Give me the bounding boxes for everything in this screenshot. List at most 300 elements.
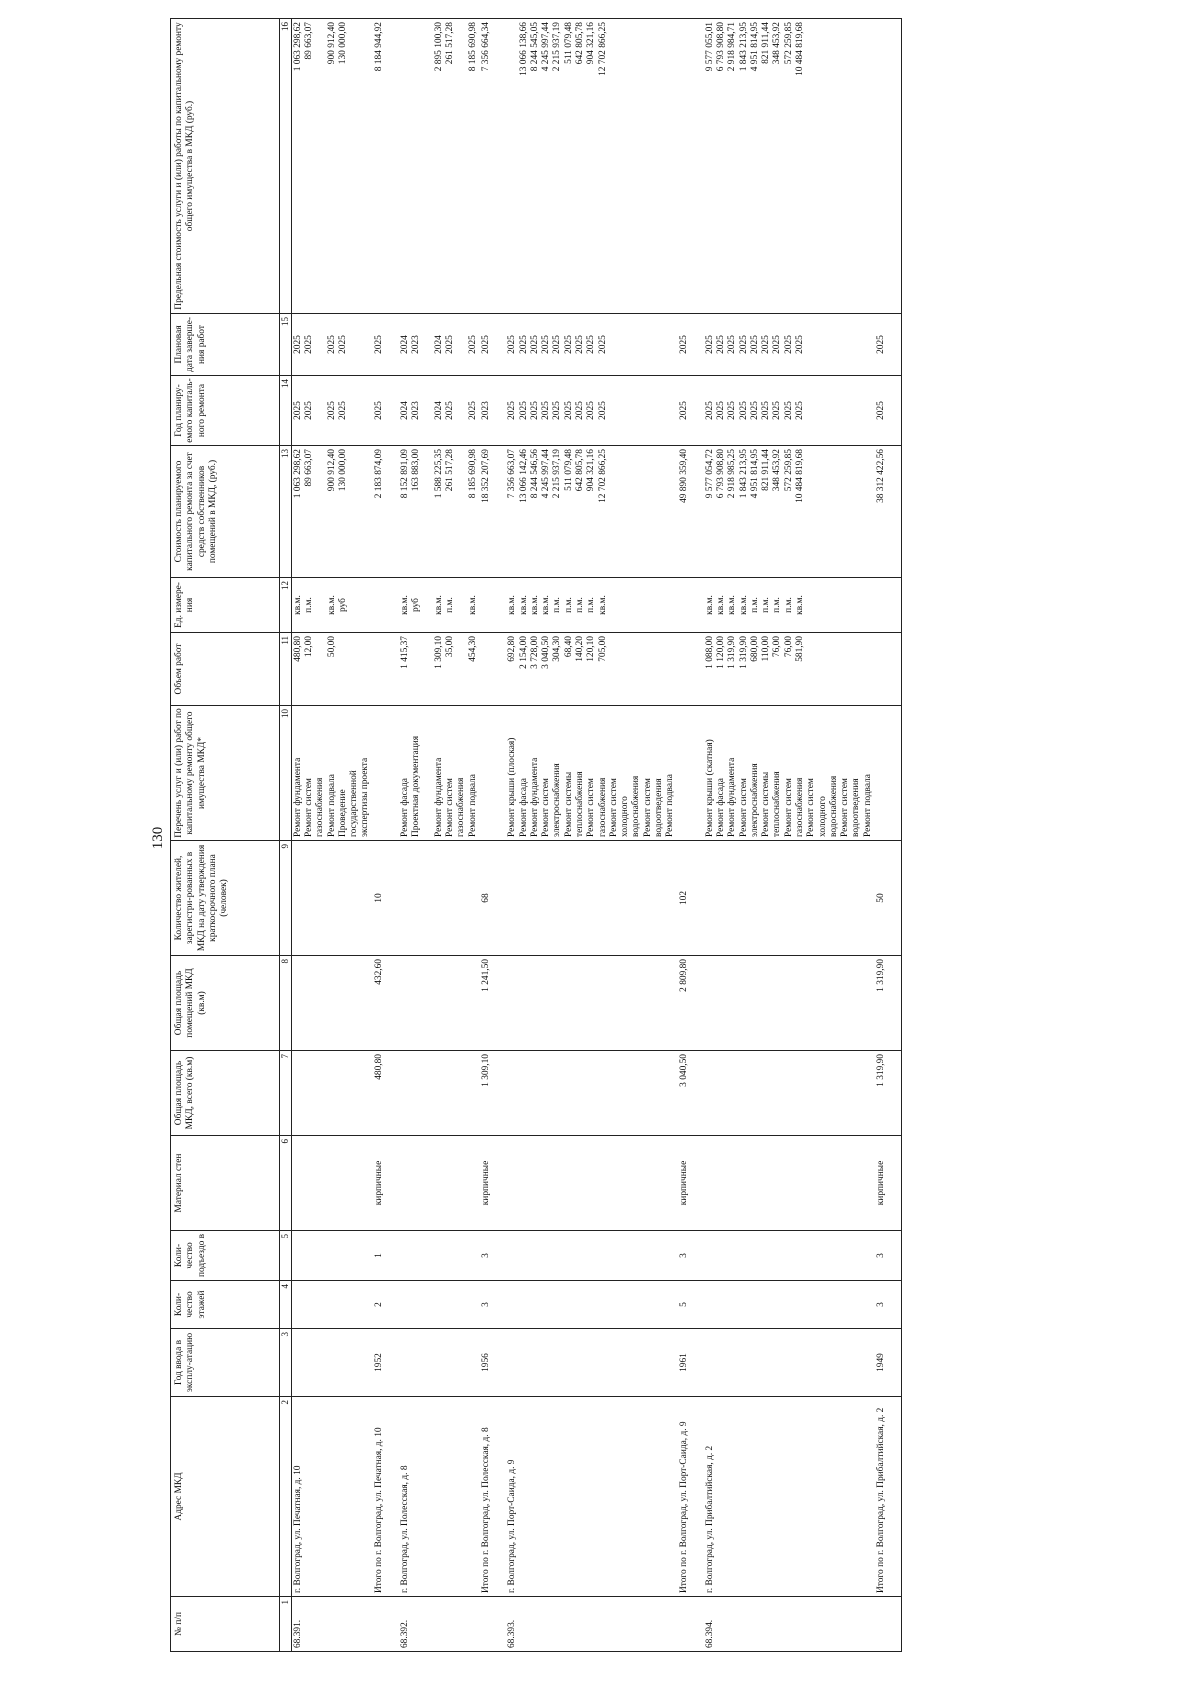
cost-limit: 1 843 213,95 — [738, 22, 749, 72]
empty-cell — [291, 1051, 372, 1136]
work-cost: 10 484 819,68 — [795, 449, 806, 503]
work-item: электроснабжения — [552, 763, 563, 837]
work-item: Проведение — [337, 789, 348, 837]
work-volume: 1 415,37 — [400, 636, 411, 669]
unit: руб — [337, 598, 348, 612]
unit: п.м. — [772, 597, 783, 613]
work-volume: 705,00 — [597, 636, 608, 662]
work-cost: 511 079,48 — [563, 449, 574, 491]
empty-cell — [678, 633, 704, 706]
empty-cell — [399, 1281, 480, 1329]
empty-cell — [399, 841, 480, 956]
completion-date — [315, 317, 326, 372]
empty-cell — [373, 706, 399, 841]
column-number: 8 — [280, 956, 292, 1051]
empty-cell — [399, 1051, 480, 1136]
work-volume: 110,00 — [761, 636, 772, 662]
row-number: 68.392. — [399, 1597, 480, 1652]
unit — [315, 581, 326, 629]
cost-limit: 1 063 298,62 — [292, 22, 303, 72]
empty-cell — [875, 578, 902, 633]
work-volume: 1 120,00 — [716, 636, 727, 669]
work-item: теплоснабжения — [772, 771, 783, 837]
total-label: Итого по г. Волгоград, ул. Прибалтийская, д. 2 — [875, 1397, 902, 1597]
unit: кв.м. — [433, 595, 444, 615]
empty-cell — [291, 841, 372, 956]
entrances: 3 — [875, 1231, 902, 1281]
work-cost — [423, 449, 434, 574]
year-built: 1949 — [875, 1329, 902, 1397]
work-item: Ремонт подвала — [326, 774, 337, 837]
empty-cell — [704, 956, 875, 1051]
work-volume — [315, 636, 326, 702]
repair-year: 2025 — [552, 401, 563, 420]
work-volume — [456, 636, 467, 702]
completion-date: 2025 — [761, 335, 772, 354]
cost-limit: 2 918 984,71 — [727, 22, 738, 72]
work-volume-list — [399, 633, 480, 706]
completion-date: 2025 — [541, 335, 552, 354]
total-year: 2025 — [373, 376, 399, 446]
column-number: 4 — [280, 1281, 292, 1329]
unit: кв.м. — [738, 595, 749, 615]
column-number-row — [280, 19, 292, 1652]
repair-year: 2025 — [738, 401, 749, 420]
repair-year: 2025 — [749, 401, 760, 420]
work-volume: 35,00 — [445, 636, 456, 658]
work-list — [704, 706, 875, 841]
work-item: государственной — [349, 770, 360, 837]
empty-cell — [506, 956, 677, 1051]
total-year: 2025 — [875, 376, 902, 446]
work-volume — [423, 636, 434, 702]
empty-cell — [291, 1329, 372, 1397]
completion-date: 2025 — [597, 335, 608, 354]
work-volume: 581,90 — [795, 636, 806, 662]
empty-cell — [704, 1281, 875, 1329]
column-number: 5 — [280, 1231, 292, 1281]
residents: 68 — [480, 841, 506, 956]
unit — [456, 581, 467, 629]
work-cost: 2 215 937,19 — [552, 449, 563, 499]
completion-date: 2025 — [326, 335, 337, 354]
row-number: 68.391. — [291, 1597, 372, 1652]
repair-year — [456, 379, 467, 442]
total-cost: 18 352 207,69 — [480, 446, 506, 578]
repair-year: 2025 — [541, 401, 552, 420]
work-cost: 8 244 546,56 — [529, 449, 540, 499]
empty-cell — [875, 706, 902, 841]
work-cost: 1 063 298,62 — [292, 449, 303, 499]
column-number: 10 — [280, 706, 292, 841]
column-header: Адрес МКД — [171, 1397, 280, 1597]
house-total-row — [678, 19, 704, 1652]
unit-list — [399, 578, 480, 633]
column-header: Общая площадь помещений МКД (кв.м) — [171, 956, 280, 1051]
completion-date: 2025 — [292, 335, 303, 354]
empty-cell — [704, 841, 875, 956]
completion-date-list — [704, 314, 875, 376]
unit: руб — [411, 598, 422, 612]
repair-year: 2025 — [783, 401, 794, 420]
work-volume: 1 309,10 — [433, 636, 444, 669]
total-limit: 7 356 664,34 — [480, 19, 506, 314]
work-item: Ремонт систем — [783, 778, 794, 837]
empty-cell — [373, 633, 399, 706]
work-volume: 68,40 — [563, 636, 574, 658]
completion-date: 2025 — [574, 335, 585, 354]
empty-cell — [506, 841, 677, 956]
empty-cell — [704, 1051, 875, 1136]
work-item: Ремонт систем — [806, 778, 817, 837]
work-item: Ремонт подвала — [862, 774, 873, 837]
empty-cell — [704, 1231, 875, 1281]
cost-limit: 261 517,28 — [445, 22, 456, 65]
work-item: холодного — [817, 796, 828, 837]
work-item — [423, 709, 434, 837]
cost-limit: 6 793 908,80 — [716, 22, 727, 72]
work-volume: 454,30 — [467, 636, 478, 662]
repair-year: 2025 — [727, 401, 738, 420]
work-cost: 13 066 142,46 — [518, 449, 529, 503]
work-item: Ремонт фасада — [518, 778, 529, 837]
repair-year: 2023 — [411, 401, 422, 420]
work-item: Ремонт фундамента — [292, 757, 303, 837]
repair-year: 2025 — [716, 401, 727, 420]
work-item: Ремонт подвала — [665, 774, 676, 837]
column-header: Перечень услуг и (или) работ по капитальному ремонту общего имущества МКД* — [171, 706, 280, 841]
completion-date: 2025 — [304, 335, 315, 354]
work-item: Ремонт подвала — [467, 774, 478, 837]
column-header: Общая площадь МКД, всего (кв.м) — [171, 1051, 280, 1136]
completion-date: 2024 — [400, 335, 411, 354]
work-volume: 680,00 — [749, 636, 760, 662]
cost-limit: 4 245 997,44 — [541, 22, 552, 72]
total-date: 2025 — [373, 314, 399, 376]
work-item: Ремонт фасада — [400, 778, 411, 837]
work-volume: 50,00 — [326, 636, 337, 658]
empty-cell — [399, 956, 480, 1051]
unit: п.м. — [783, 597, 794, 613]
work-cost: 2 918 985,25 — [727, 449, 738, 499]
cost-limit — [411, 22, 422, 310]
work-volume: 76,00 — [783, 636, 794, 658]
work-cost: 900 912,40 — [326, 449, 337, 492]
cost-limit-list — [399, 19, 480, 314]
work-cost: 348 453,92 — [772, 449, 783, 492]
cost-limit: 904 321,16 — [586, 22, 597, 65]
work-volume: 12,00 — [304, 636, 315, 658]
column-number: 3 — [280, 1329, 292, 1397]
empty-cell — [480, 633, 506, 706]
work-cost-list — [291, 446, 372, 578]
column-number: 2 — [280, 1397, 292, 1597]
completion-date-list — [291, 314, 372, 376]
unit: кв.м. — [716, 595, 727, 615]
repair-year: 2025 — [507, 401, 518, 420]
total-area: 1 309,10 — [480, 1051, 506, 1136]
rooms-area: 1 241,50 — [480, 956, 506, 1051]
repair-year: 2025 — [292, 401, 303, 420]
work-cost-list — [506, 446, 677, 578]
work-cost: 1 588 225,35 — [433, 449, 444, 499]
floors: 5 — [678, 1281, 704, 1329]
column-number: 14 — [280, 376, 292, 446]
cost-limit-list — [506, 19, 677, 314]
empty-cell — [399, 1136, 480, 1231]
cost-limit: 348 453,92 — [772, 22, 783, 65]
completion-date — [423, 317, 434, 372]
total-label: Итого по г. Волгоград, ул. Печатная, д. 10 — [373, 1397, 399, 1597]
work-volume: 3 728,00 — [529, 636, 540, 669]
work-cost: 572 259,85 — [783, 449, 794, 492]
column-number: 15 — [280, 314, 292, 376]
total-limit: 8 184 944,92 — [373, 19, 399, 314]
total-cost: 38 312 422,56 — [875, 446, 902, 578]
year-built: 1956 — [480, 1329, 506, 1397]
work-item: водоснабжения — [828, 775, 839, 837]
repair-year: 2024 — [433, 401, 444, 420]
completion-date: 2025 — [749, 335, 760, 354]
completion-date: 2025 — [783, 335, 794, 354]
row-number: 68.394. — [704, 1597, 875, 1652]
cost-limit — [400, 22, 411, 310]
header-row — [171, 19, 280, 1652]
work-item: холодного — [620, 796, 631, 837]
house-row — [399, 19, 480, 1652]
unit: кв.м. — [326, 595, 337, 615]
work-cost-list — [399, 446, 480, 578]
cost-limit: 89 663,07 — [304, 22, 315, 60]
unit: п.м. — [586, 597, 597, 613]
unit: кв.м. — [795, 595, 806, 615]
repair-plan-table — [170, 18, 902, 1652]
work-cost: 163 883,00 — [411, 449, 422, 492]
column-number: 13 — [280, 446, 292, 578]
unit: кв.м. — [292, 595, 303, 615]
repair-year: 2025 — [704, 401, 715, 420]
work-item: Ремонт крыши (скатная) — [704, 739, 715, 837]
house-row — [291, 19, 372, 1652]
cost-limit: 12 702 866,25 — [597, 22, 608, 76]
work-volume: 3 040,50 — [541, 636, 552, 669]
empty-cell — [291, 1281, 372, 1329]
repair-year: 2025 — [772, 401, 783, 420]
cost-limit: 2 895 100,30 — [433, 22, 444, 72]
total-limit — [678, 19, 704, 314]
cost-limit — [507, 22, 518, 310]
completion-date: 2025 — [716, 335, 727, 354]
repair-year-list — [506, 376, 677, 446]
completion-date: 2025 — [772, 335, 783, 354]
work-cost: 1 843 213,95 — [738, 449, 749, 499]
column-number: 12 — [280, 578, 292, 633]
unit: кв.м. — [727, 595, 738, 615]
empty-cell — [399, 1231, 480, 1281]
work-item: электроснабжения — [749, 763, 760, 837]
work-cost: 821 911,44 — [761, 449, 772, 491]
empty-cell — [480, 706, 506, 841]
repair-year: 2025 — [574, 401, 585, 420]
total-date: 2025 — [875, 314, 902, 376]
wall-material: кирпичные — [875, 1136, 902, 1231]
cost-limit — [456, 22, 467, 310]
work-cost: 6 793 908,80 — [716, 449, 727, 499]
empty-cell — [678, 706, 704, 841]
cost-limit: 10 484 819,68 — [795, 22, 806, 76]
empty-cell — [506, 1051, 677, 1136]
house-total-row — [875, 19, 902, 1652]
total-year: 2023 — [480, 376, 506, 446]
column-number: 9 — [280, 841, 292, 956]
unit: п.м. — [574, 597, 585, 613]
work-item: Ремонт фундамента — [529, 757, 540, 837]
completion-date: 2025 — [507, 335, 518, 354]
work-item: Ремонт систем — [840, 778, 851, 837]
column-header: Объем работ — [171, 633, 280, 706]
cost-limit: 8 185 690,98 — [467, 22, 478, 72]
cost-limit-list — [291, 19, 372, 314]
cost-limit: 642 805,78 — [574, 22, 585, 65]
cost-limit: 8 244 545,05 — [529, 22, 540, 72]
residents: 10 — [373, 841, 399, 956]
work-item: Ремонт систем — [642, 778, 653, 837]
empty-cell — [291, 1231, 372, 1281]
work-item: водоотведения — [851, 778, 862, 837]
column-header: Предельная стоимость услуги и (или) работы по капитальному ремонту общего имущества в МКД (руб.) — [171, 19, 280, 314]
work-item: Ремонт фундамента — [433, 757, 444, 837]
column-header: Материал стен — [171, 1136, 280, 1231]
work-cost: 8 185 690,98 — [467, 449, 478, 499]
work-item: Ремонт фундамента — [727, 757, 738, 837]
work-item: водоснабжения — [631, 775, 642, 837]
entrances: 3 — [678, 1231, 704, 1281]
floors: 2 — [373, 1281, 399, 1329]
total-label: Итого по г. Волгоград, ул. Полесская, д. 8 — [480, 1397, 506, 1597]
work-cost: 4 951 814,95 — [749, 449, 760, 499]
empty-cell — [373, 1597, 399, 1652]
empty-cell — [704, 1136, 875, 1231]
cost-limit: 900 912,40 — [326, 22, 337, 65]
completion-date: 2025 — [727, 335, 738, 354]
work-volume-list — [506, 633, 677, 706]
work-volume-list — [704, 633, 875, 706]
unit-list — [506, 578, 677, 633]
completion-date: 2025 — [586, 335, 597, 354]
work-item: газоснабжения — [795, 777, 806, 837]
cost-limit: 2 215 937,19 — [552, 22, 563, 72]
wall-material: кирпичные — [678, 1136, 704, 1231]
work-volume: 304,30 — [552, 636, 563, 662]
repair-year-list — [291, 376, 372, 446]
work-item: газоснабжения — [456, 777, 467, 837]
cost-limit: 13 066 138,66 — [518, 22, 529, 76]
work-volume: 2 154,00 — [518, 636, 529, 669]
cost-limit: 130 000,00 — [337, 22, 348, 65]
work-item: Ремонт системы — [563, 771, 574, 837]
work-item: газоснабжения — [597, 777, 608, 837]
repair-year: 2025 — [529, 401, 540, 420]
unit-list — [704, 578, 875, 633]
column-header: Коли-чество этажей — [171, 1281, 280, 1329]
work-item: Ремонт систем — [738, 778, 749, 837]
completion-date: 2025 — [467, 335, 478, 354]
residents: 50 — [875, 841, 902, 956]
rooms-area: 2 809,80 — [678, 956, 704, 1051]
work-cost: 89 663,07 — [304, 449, 315, 487]
completion-date: 2025 — [518, 335, 529, 354]
work-cost: 4 245 997,44 — [541, 449, 552, 499]
unit: п.м. — [445, 597, 456, 613]
unit: п.м. — [304, 597, 315, 613]
work-volume — [411, 636, 422, 702]
work-cost — [456, 449, 467, 574]
work-item: Ремонт систем — [541, 778, 552, 837]
column-header: Ед. измере-ния — [171, 578, 280, 633]
house-address: г. Волгоград, ул. Печатная, д. 10 — [291, 1397, 372, 1597]
repair-year: 2025 — [597, 401, 608, 420]
unit: кв.м. — [704, 595, 715, 615]
repair-year: 2024 — [400, 401, 411, 420]
completion-date: 2025 — [795, 335, 806, 354]
column-header: Коли-чество подъездо в — [171, 1231, 280, 1281]
repair-year: 2025 — [563, 401, 574, 420]
house-address: г. Волгоград, ул. Прибалтийская, д. 2 — [704, 1397, 875, 1597]
completion-date: 2023 — [411, 335, 422, 354]
entrances: 1 — [373, 1231, 399, 1281]
empty-cell — [480, 1597, 506, 1652]
column-header: Год планиру-емого капиталь-ного ремонта — [171, 376, 280, 446]
column-number: 16 — [280, 19, 292, 314]
column-header: Стоимость планируемого капитального ремонта за счет средств собственников помещений в МКД, (руб.) — [171, 446, 280, 578]
completion-date: 2025 — [552, 335, 563, 354]
unit: кв.м. — [597, 595, 608, 615]
completion-date: 2025 — [337, 335, 348, 354]
work-item: Ремонт фасада — [716, 778, 727, 837]
work-item: водоотведения — [653, 778, 664, 837]
completion-date: 2025 — [563, 335, 574, 354]
unit: кв.м. — [541, 595, 552, 615]
rooms-area: 1 319,90 — [875, 956, 902, 1051]
total-date: 2025 — [678, 314, 704, 376]
work-cost: 904 321,16 — [586, 449, 597, 492]
empty-cell — [506, 1329, 677, 1397]
empty-cell — [875, 633, 902, 706]
repair-year — [315, 379, 326, 442]
unit-list — [291, 578, 372, 633]
empty-cell — [291, 1136, 372, 1231]
work-item: Ремонт систем — [304, 778, 315, 837]
repair-year-list — [704, 376, 875, 446]
work-cost: 261 517,28 — [445, 449, 456, 492]
house-total-row — [373, 19, 399, 1652]
work-list — [506, 706, 677, 841]
empty-cell — [291, 956, 372, 1051]
cost-limit: 821 911,44 — [761, 22, 772, 64]
column-header: Количество жителей, зарегистри-рованных в МКД на дату утверждения краткосрочного плана (человек) — [171, 841, 280, 956]
house-row — [704, 19, 875, 1652]
work-volume: 140,20 — [574, 636, 585, 662]
cost-limit: 572 259,85 — [783, 22, 794, 65]
column-number: 1 — [280, 1597, 292, 1652]
page-number: 130 — [150, 826, 166, 850]
repair-year: 2025 — [761, 401, 772, 420]
work-volume: 120,10 — [586, 636, 597, 662]
repair-year — [423, 379, 434, 442]
total-area: 480,80 — [373, 1051, 399, 1136]
unit: п.м. — [761, 597, 772, 613]
unit: п.м. — [749, 597, 760, 613]
